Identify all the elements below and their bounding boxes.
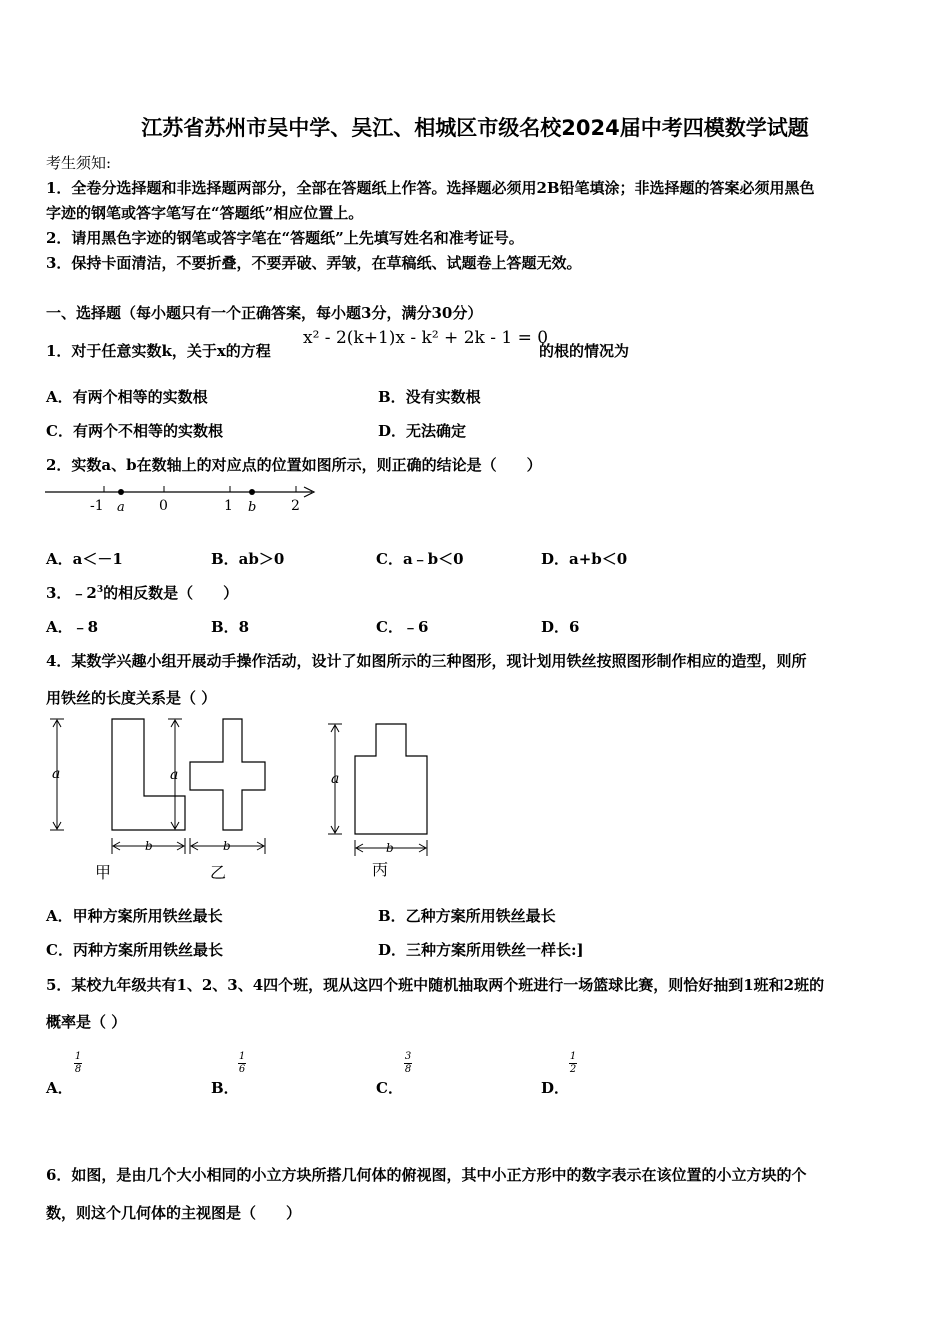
fig3-caption: 丙	[372, 860, 389, 879]
wire-shapes-figure	[40, 712, 440, 887]
q4-option-d: D．三种方案所用铁丝一样长:]	[378, 941, 584, 959]
q3-option-d: D．6	[541, 618, 580, 636]
label-b: b	[248, 500, 257, 515]
q1-option-c: C．有两个不相等的实数根	[46, 422, 223, 440]
q5-option-d: D．	[541, 1079, 570, 1097]
section-heading: 一、选择题（每小题只有一个正确答案，每小题3分，满分30分）	[46, 304, 483, 322]
shape-cross	[190, 719, 265, 830]
tick-label-0: 0	[159, 498, 168, 514]
q2-option-a: A．a＜－1	[46, 550, 123, 568]
number-line-figure	[40, 480, 330, 520]
q2-option-b: B．ab＞0	[211, 550, 285, 568]
figure-bing	[328, 724, 427, 879]
q6-stem-2: 数，则这个几何体的主视图是（ ）	[46, 1204, 302, 1222]
q3-option-b: B．8	[211, 618, 250, 636]
q2-option-c: C．a﹣b＜0	[376, 550, 464, 568]
page-title: 江苏省苏州市吴中学、吴江、相城区市级名校2024届中考四模数学试题	[141, 116, 809, 140]
q5-fraction-b: 1 6	[238, 1051, 246, 1075]
q5-fraction-c: 3 8	[404, 1051, 412, 1075]
tick-label-1: 1	[224, 498, 233, 514]
q6-stem-1: 6．如图，是由几个大小相同的小立方块所搭几何体的俯视图，其中小正方形中的数字表示在该位置的小立方块的个	[46, 1166, 807, 1184]
q4-stem-1: 4．某数学兴趣小组开展动手操作活动，设计了如图所示的三种图形，现计划用铁丝按照图形制作相应的造型，则所	[46, 652, 807, 670]
fig3-label-a: a	[331, 771, 340, 787]
point-b	[249, 489, 255, 495]
q2-stem: 2．实数a、b在数轴上的对应点的位置如图所示，则正确的结论是（ ）	[46, 456, 542, 474]
q5-fraction-a: 1 8	[74, 1051, 82, 1075]
fig1-caption: 甲	[95, 863, 112, 882]
figure-yi	[168, 719, 265, 882]
q4-option-a: A．甲种方案所用铁丝最长	[46, 907, 223, 925]
figure-jia	[50, 719, 185, 882]
notice-line-1a: 1．全卷分选择题和非选择题两部分，全部在答题纸上作答。选择题必须用2B铅笔填涂；非选择题的答案必须用黑色	[46, 179, 815, 197]
fig2-label-a: a	[170, 767, 179, 783]
q4-option-b: B．乙种方案所用铁丝最长	[378, 907, 556, 925]
q1-stem-pre: 1．对于任意实数k，关于x的方程	[46, 342, 271, 360]
fig1-label-a: a	[52, 766, 61, 782]
q5-option-a: A．	[46, 1079, 73, 1097]
notice-line-2: 2．请用黑色字迹的钢笔或答字笔在“答题纸”上先填写姓名和准考证号。	[46, 229, 524, 247]
fig1-label-b: b	[145, 839, 153, 853]
q1-option-b: B．没有实数根	[378, 388, 481, 406]
q4-option-c: C．丙种方案所用铁丝最长	[46, 941, 223, 959]
q1-equation: x² - 2(k+1)x - k² + 2k - 1 = 0	[303, 328, 549, 348]
q4-stem-2: 用铁丝的长度关系是（ ）	[46, 689, 217, 707]
label-a: a	[117, 500, 125, 515]
q3-stem: 3．$﹣2^3$的相反数是（ ）	[46, 584, 239, 602]
point-a	[118, 489, 124, 495]
notice-line-1b: 字迹的钢笔或答字笔写在“答题纸”相应位置上。	[46, 204, 364, 222]
q1-stem-post: 的根的情况为	[539, 342, 630, 360]
fig2-label-b: b	[223, 839, 231, 853]
tick-label-minus1: -1	[90, 498, 104, 514]
q3-option-a: A．﹣8	[46, 618, 99, 636]
q5-stem-1: 5．某校九年级共有1、2、3、4四个班，现从这四个班中随机抽取两个班进行一场篮球比赛，则恰好抽到1班和2班的	[46, 976, 825, 994]
shape-step	[355, 724, 427, 834]
q1-option-d: D．无法确定	[378, 422, 467, 440]
q1-option-a: A．有两个相等的实数根	[46, 388, 208, 406]
q3-option-c: C．﹣6	[376, 618, 429, 636]
fig2-caption: 乙	[210, 863, 227, 882]
q5-stem-2: 概率是（ ）	[46, 1013, 127, 1031]
tick-label-2: 2	[291, 498, 300, 514]
notice-line-3: 3．保持卡面清洁，不要折叠，不要弄破、弄皱，在草稿纸、试题卷上答题无效。	[46, 254, 582, 272]
fig3-label-b: b	[386, 841, 394, 855]
q5-option-c: C．	[376, 1079, 403, 1097]
notice-heading: 考生须知:	[46, 154, 112, 172]
q2-option-d: D．a+b＜0	[541, 550, 628, 568]
q5-fraction-d: 1 2	[569, 1051, 577, 1075]
q5-option-b: B．	[211, 1079, 239, 1097]
